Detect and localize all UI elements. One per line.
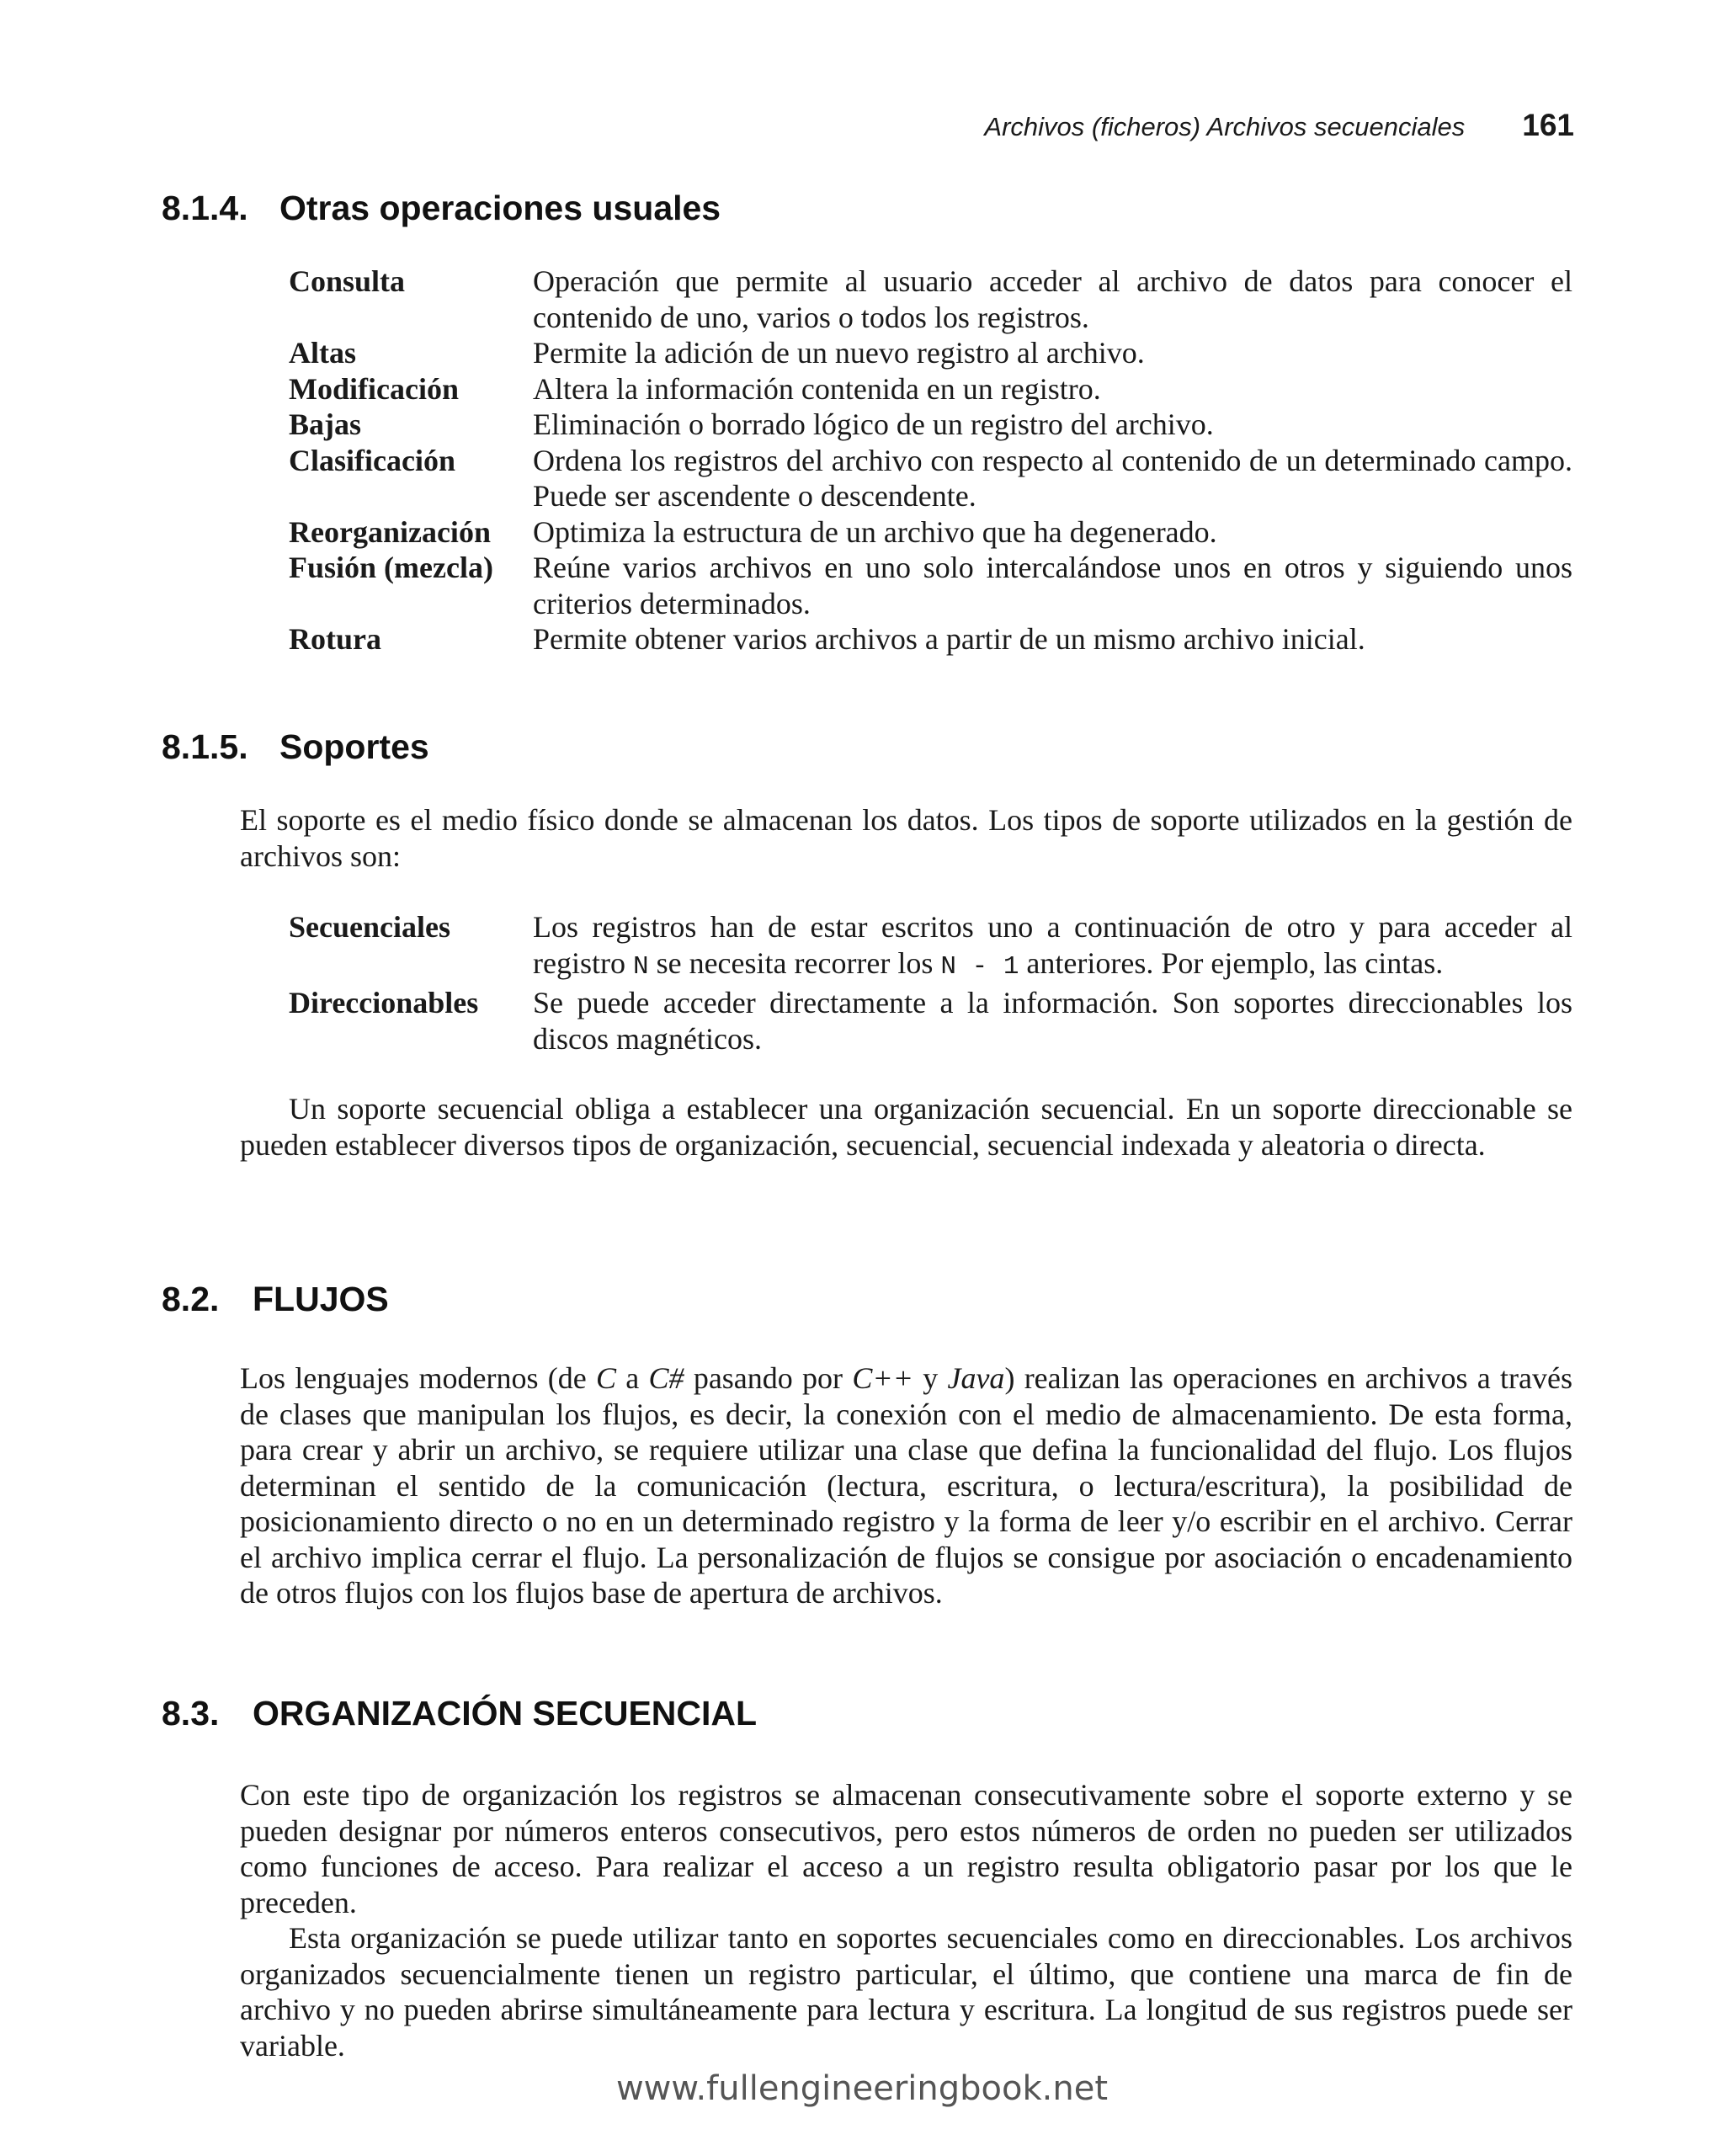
text-run: anteriores. Por ejemplo, las cintas. <box>1019 945 1444 980</box>
code-run: N <box>632 951 649 982</box>
definition-row <box>289 335 1572 371</box>
section-number: 8.1.5. <box>162 727 248 766</box>
text-run: a <box>616 1361 649 1395</box>
soportes-closing-paragraph: Un soporte secuencial obliga a establecer una organización secuencial. En un soporte direccionable se pueden establecer diversos tipos de organización, secuencial, secuencial indexada y aleatoria o directa. <box>240 1092 1572 1162</box>
soportes-definition-list <box>289 909 1572 1057</box>
section-heading-8-1-4 <box>162 189 721 228</box>
section-heading-8-2 <box>162 1280 389 1319</box>
paragraph: Esta organización se puede utilizar tanto en soportes secuenciales como en direccionables. Los archivos organizados secuencialmente tienen un registro particular, el último, que contiene una marca de fin de archivo y no pueden abrirse simultáneamente para lectura y escritura. La longitud de sus registros puede ser variable. <box>240 1921 1572 2063</box>
text-run: ) realizan las operaciones en archivos a través de clases que manipulan los flujos, es decir, la conexión con el medio de almacenamiento. De esta forma, para crear y abrir un archivo, se requiere utilizar una clase que defina la funcionalidad del flujo. Los flujos determinan el sentido de la comunicación (lectura, escritura, o lectura/escritura), la posibilidad de posicionamiento directo o no en un determinado registro y la forma de leer y/o escribir en el archivo. Cerrar el archivo implica cerrar el flujo. La personalización de flujos se consigue por asociación o encadenamiento de otros flujos con los flujos base de apertura de archivos. <box>240 1361 1572 1610</box>
definition-description: Eliminación o borrado lógico de un registro del archivo. <box>533 407 1214 441</box>
definition-description: Reúne varios archivos en uno solo intercalándose unos en otros y siguiendo unos criterios determinados. <box>533 551 1572 620</box>
definition-term: Bajas <box>289 407 362 441</box>
definition-term: Altas <box>289 336 356 370</box>
running-title: Archivos (ficheros) Archivos secuenciales <box>984 112 1466 141</box>
definition-row <box>289 443 1572 514</box>
definition-row <box>289 407 1572 443</box>
definition-row <box>289 514 1572 551</box>
section-title: FLUJOS <box>253 1280 389 1318</box>
definition-description: Operación que permite al usuario acceder al archivo de datos para conocer el contenido de uno, varios o todos los registros. <box>533 264 1572 334</box>
section-number: 8.1.4. <box>162 189 248 227</box>
section-heading-8-3 <box>162 1694 757 1733</box>
language-name: C <box>595 1361 616 1395</box>
definition-term: Modificación <box>289 371 459 406</box>
definition-row <box>289 264 1572 335</box>
language-name: C# <box>648 1361 684 1395</box>
section-title: ORGANIZACIÓN SECUENCIAL <box>253 1694 758 1733</box>
text-run: pasando por <box>684 1361 853 1395</box>
definition-term: Fusión (mezcla) <box>289 551 493 584</box>
definition-description: Permite la adición de un nuevo registro al archivo. <box>533 336 1145 370</box>
operations-definition-list <box>289 264 1572 657</box>
definition-description: Optimiza la estructura de un archivo que ha degenerado. <box>533 514 1217 549</box>
text-run: Los lenguajes modernos (de <box>240 1361 596 1395</box>
organizacion-secuencial-body <box>240 1777 1572 2063</box>
definition-term: Clasificación <box>289 443 455 477</box>
text-run: se necesita recorrer los <box>648 945 941 980</box>
page-number: 161 <box>1522 108 1574 142</box>
definition-description: Permite obtener varios archivos a partir de un mismo archivo inicial. <box>533 622 1365 656</box>
definition-term: Secuenciales <box>289 910 450 944</box>
section-title: Soportes <box>279 727 429 766</box>
text-run: Los registros han de estar escritos uno a continuación de otro y para acceder al registro <box>533 910 1572 980</box>
code-run: N - 1 <box>940 951 1019 982</box>
definition-term: Reorganización <box>289 514 491 549</box>
language-name: Java <box>947 1361 1005 1395</box>
paragraph: Con este tipo de organización los registros se almacenan consecutivamente sobre el soporte externo y se pueden designar por números enteros consecutivos, pero estos números de orden no pueden ser utilizados como funciones de acceso. Para realizar el acceso a un registro resulta obligatorio pasar por los que le preceden. <box>240 1778 1572 1919</box>
definition-description: Se puede acceder directamente a la información. Son soportes direccionables los discos magnéticos. <box>533 986 1572 1056</box>
running-header <box>984 108 1574 143</box>
flujos-paragraph <box>240 1360 1572 1611</box>
definition-row <box>289 985 1572 1057</box>
definition-row <box>289 371 1572 407</box>
definition-description: Ordena los registros del archivo con respecto al contenido de un determinado campo. Puede ser ascendente o descendente. <box>533 443 1572 513</box>
section-number: 8.3. <box>162 1694 220 1733</box>
definition-term: Consulta <box>289 264 406 298</box>
language-name: C++ <box>852 1361 913 1395</box>
definition-term: Direccionables <box>289 986 479 1019</box>
definition-description <box>533 909 1572 985</box>
section-title: Otras operaciones usuales <box>279 189 721 227</box>
footer-watermark-url: www.fullengineeringbook.net <box>615 2069 1109 2108</box>
definition-row <box>289 909 1572 985</box>
definition-term: Rotura <box>289 622 381 656</box>
text-run: y <box>913 1361 948 1395</box>
definition-row <box>289 621 1572 657</box>
section-number: 8.2. <box>162 1280 220 1318</box>
definition-row <box>289 550 1572 621</box>
section-heading-8-1-5 <box>162 727 429 767</box>
soportes-intro-paragraph: El soporte es el medio físico donde se almacenan los datos. Los tipos de soporte utilizados en la gestión de archivos son: <box>240 803 1572 873</box>
definition-description: Altera la información contenida en un registro. <box>533 371 1101 406</box>
